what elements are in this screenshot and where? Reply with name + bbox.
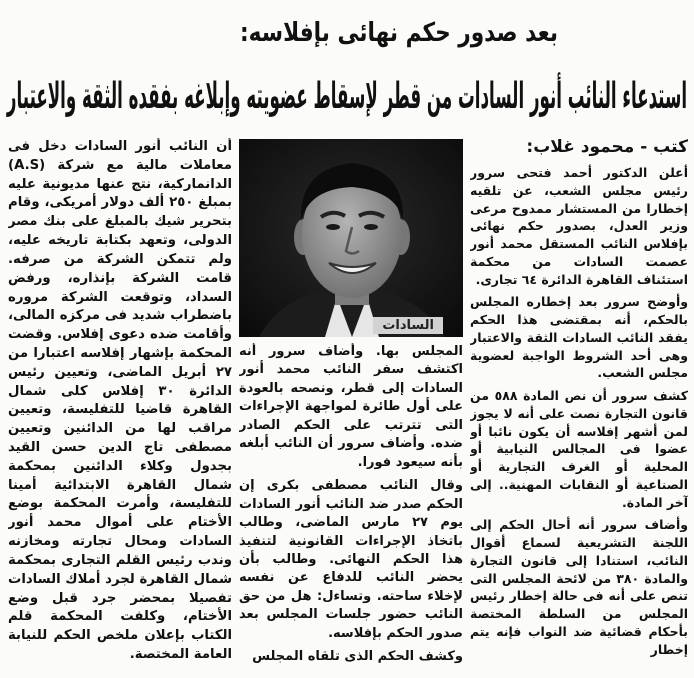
portrait-photo — [239, 139, 463, 337]
byline: كتب - محمود غلاب: — [526, 137, 688, 157]
headline — [6, 70, 688, 124]
kicker-text: بعد صدور حكم نهائى بإفلاسه: — [240, 18, 558, 48]
paragraph: وكشف الحكم الذى تلقاه المجلس — [252, 649, 463, 665]
paragraph: كشف سرور أن نص المادة ٥٨٨ من قانون التجارة نصت على أنه لا يجوز لمن أشهر إفلاسه أن يكون نائبا أو عضوا فى المجالس النيابية أو المحلية أو الغرف التجارية أو الصناعية أو النقابات المهنية.. إلى آخر المادة. — [470, 388, 688, 510]
paragraph: أن النائب أنور السادات دخل فى معاملات مالية مع شركة (A.S) الدانماركية، نتج عنها مديونية عليه بمبلغ ٢٥٠ ألف دولار أمريكى، وقام بتحرير شيك بالمبلغ على بنك مصر الدولى، وتعهد بكتابة تاريخه عليه، ولم تتمكن الشركة من صرفه. قامت الشركة بإنذاره، ورفض السداد، وتوقعت الشركة مروره باضطراب شديد فى مركزه المالى، وأقامت ضده دعوى إفلاس. وقضت المحكمة بإشهار إفلاسه اعتبارا من ٢٧ أبريل الماضى، وتعيين رئيس الدائرة ٣٠ إفلاس كلى شمال القاهرة قاضيا للتفليسة، وتعيين مراقب لها من الدائنين وتعيين مصطفى تاج الدين حسن القيد بجدول وكلاء الدائنين بمحكمة شمال القاهرة الابتدائية أمينا للتفليسة، وأمرت المحكمة بوضع الأختام على أموال محمد أنور السادات ومحال تجارته ومخازنه وندب رئيس القلم التجارى بمحكمة شمال القاهرة لجرد أملاك السادات تفصيلا بمحضر جرد قبل وضع الأختام، وكلفت المحكمة قلم الكتاب بإعلان ملخص الحكم للنيابة العامة المختصة. — [8, 139, 232, 662]
column-left — [8, 138, 232, 674]
paragraph: وأوضح سرور بعد إخطاره المجلس بالحكم، أنه بمقتضى هذا الحكم يفقد النائب السادات الثقة والاعتبار وهى أحد الشروط الواجبة لعضوية مجلس الشعب. — [470, 294, 688, 381]
portrait-image — [239, 139, 463, 337]
column-middle — [239, 343, 463, 674]
kicker — [239, 12, 559, 54]
column-right — [470, 134, 688, 674]
paragraph: المجلس بها. وأضاف سرور أنه اكتشف سفر النائب محمد أنور السادات إلى قطر، ونصحه بالعودة على أول طائرة لمواجهة الإجراءات التى تترتب على الحكم الصادر ضده. وأضاف سرور أن النائب أبلغه بأنه سيعود فورا. — [239, 344, 463, 470]
photo-caption: السادات — [373, 317, 443, 334]
paragraph: وقال النائب مصطفى بكرى إن الحكم صدر ضد النائب أنور السادات يوم ٢٧ مارس الماضى، وطالب باتخاذ الإجراءات القانونية لتنفيذ هذا الحكم النهائى. وطالب بأن يحضر النائب للدفاع عن نفسه لإخلاء ساحته. وتساءل: هل من حق النائب حضور جلسات المجلس بعد صدور الحكم بإفلاسه. — [239, 478, 463, 641]
paragraph: وأضاف سرور أنه أحال الحكم إلى اللجنة التشريعية لسماع أقوال النائب، استنادا إلى قانون التجارة والمادة ٣٨٠ من لائحة المجلس التى تنص على أنه فى حالة إخطار رئيس المجلس من السلطة المختصة بأحكام قضائية ضد النواب فإنه يتم إخطار — [470, 517, 688, 657]
paragraph: أعلن الدكتور أحمد فتحى سرور رئيس مجلس الشعب، عن تلقيه إخطارا من المستشار ممدوح مرعى وزير العدل، بصدور حكم نهائى بإفلاس النائب المستقل محمد أنور عصمت السادات من محكمة استئناف القاهرة الدائرة ٦٤ تجارى. — [470, 165, 688, 287]
headline-text: استدعاء النائب أنور السادات من قطر لإسقاط عضويته وإبلاغه بفقده الثقة والاعتبار — [6, 76, 688, 117]
